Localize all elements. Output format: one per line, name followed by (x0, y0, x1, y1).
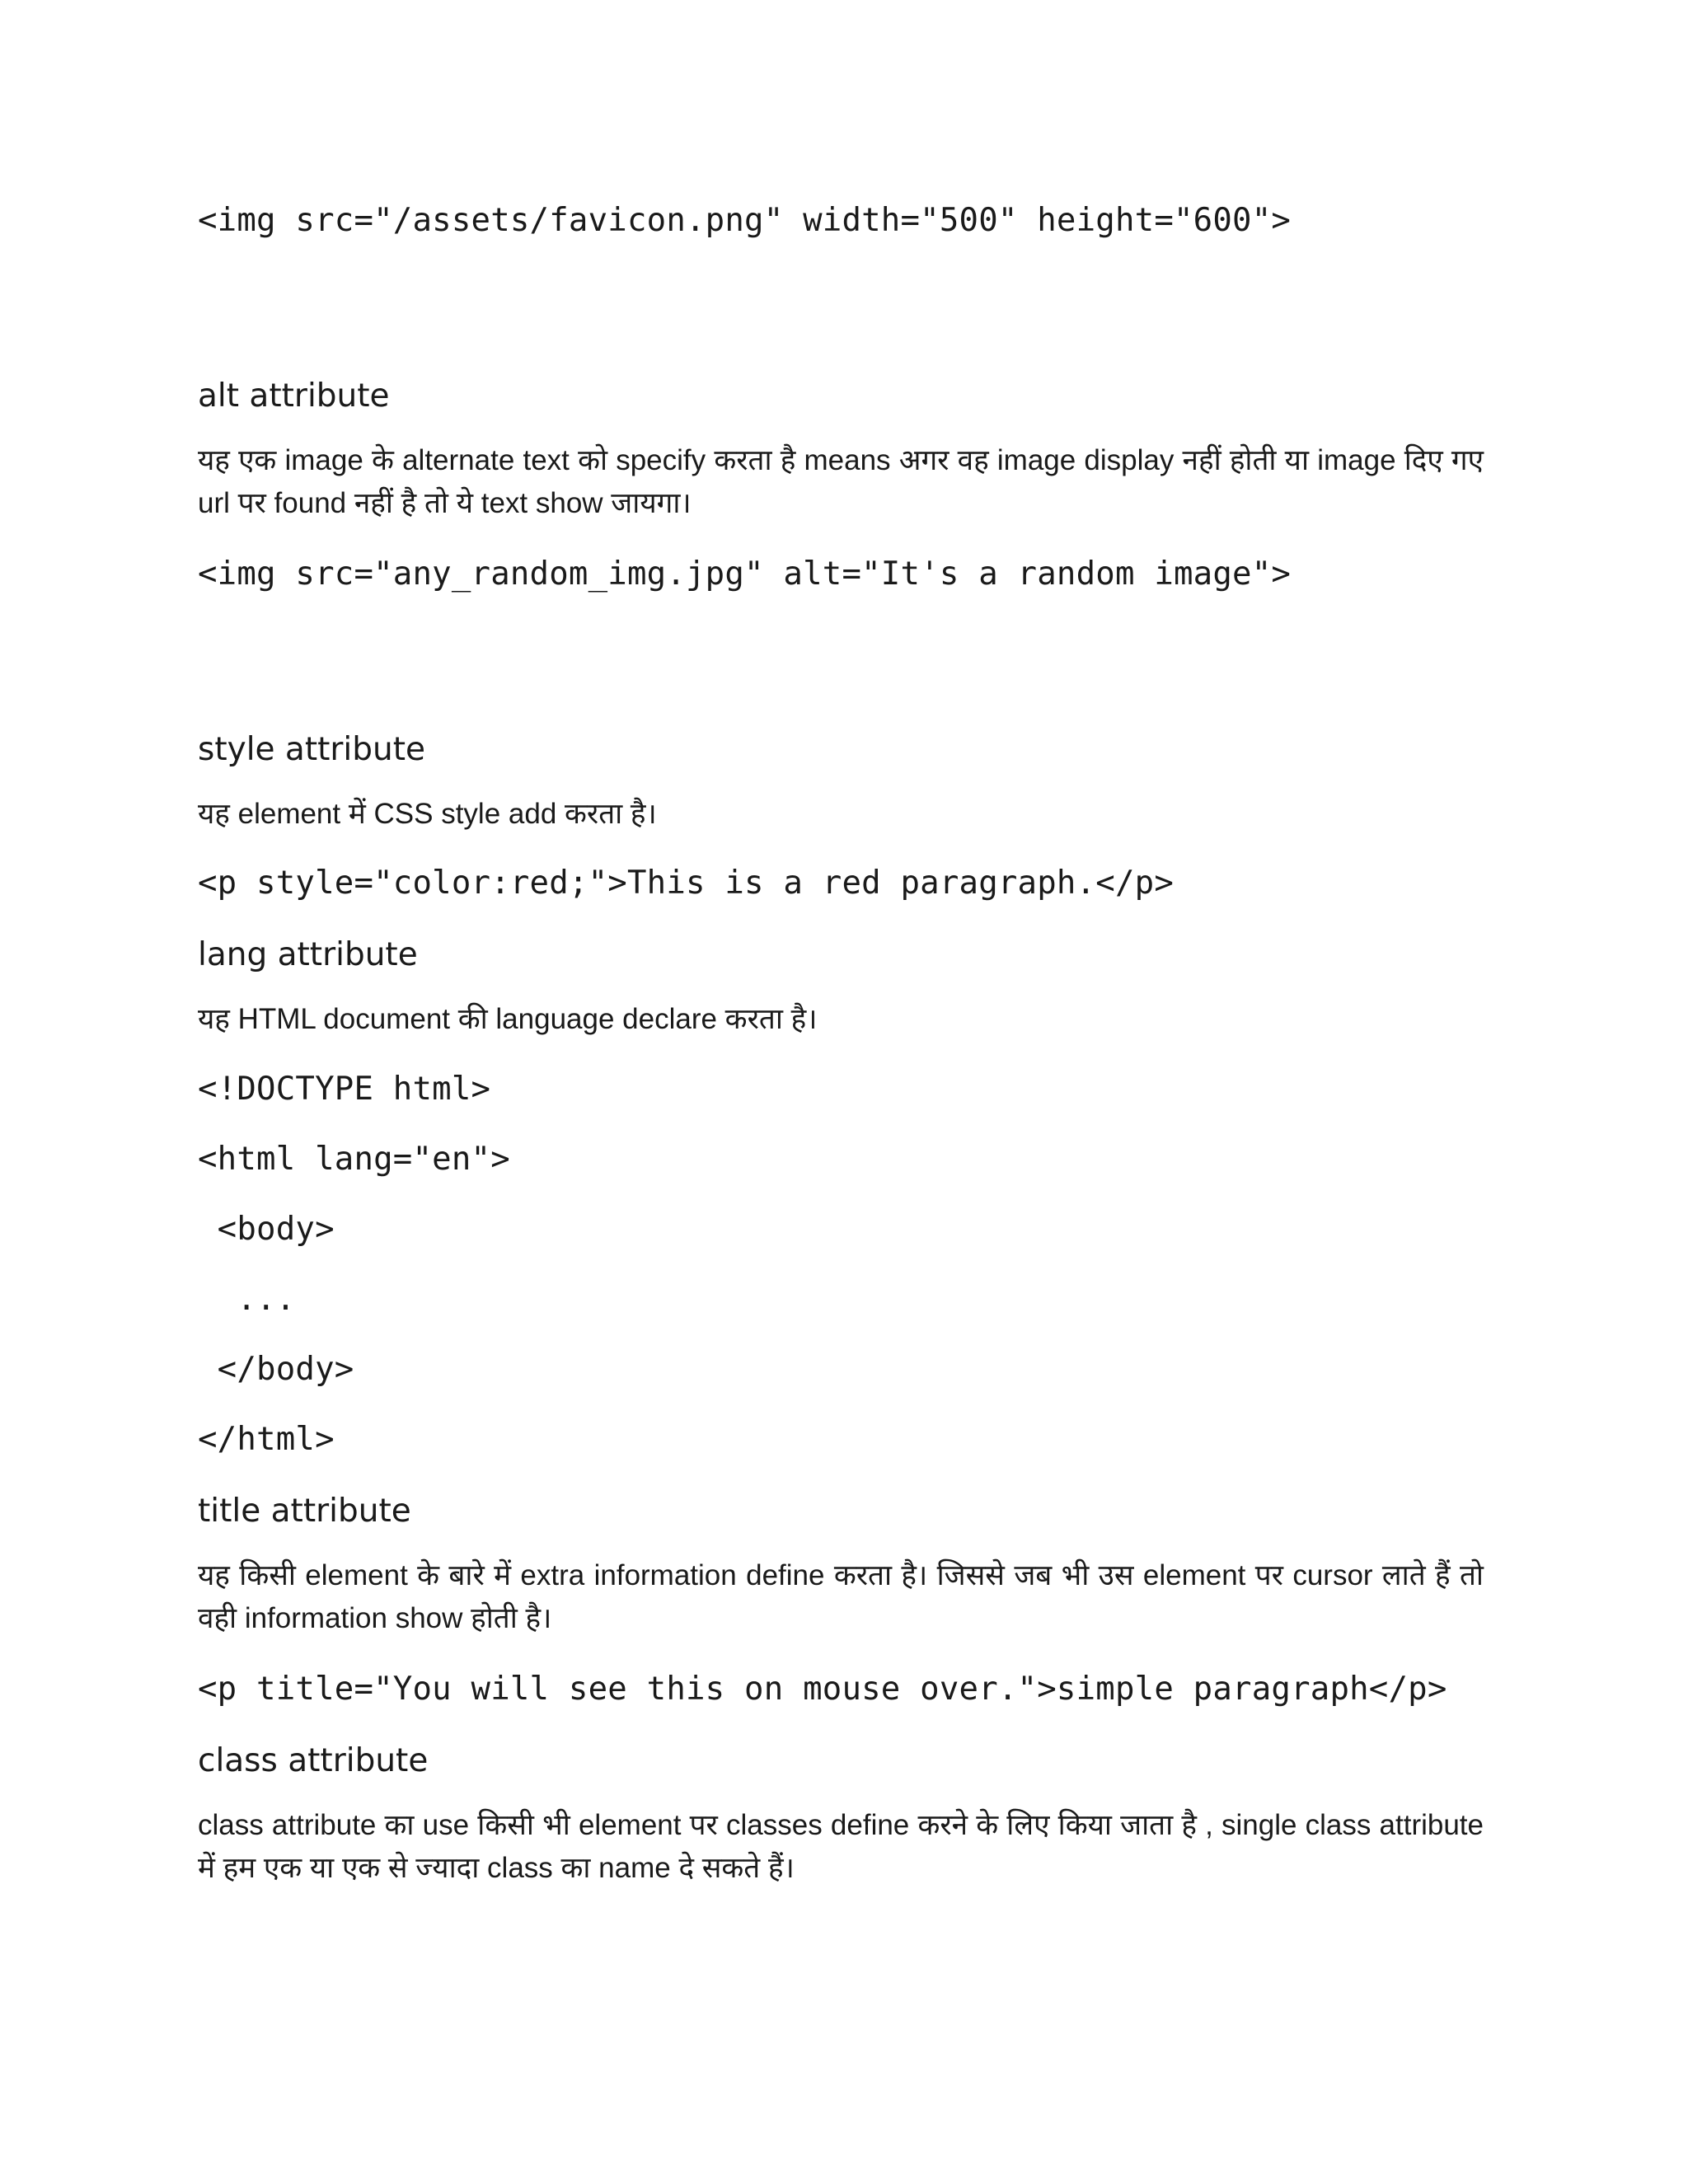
code-style-example: <p style="color:red;">This is a red paragraph.</p> (198, 865, 1174, 902)
heading-style-attribute: style attribute (198, 731, 426, 768)
title-attribute-description: यह किसी element के बारे में extra information define करता है। जिससे जब भी उस element पर cursor लाते हैं तो वही information show होती है। (198, 1559, 1484, 1634)
code-title-example: <p title="You will see this on mouse over.">simple paragraph</p> (198, 1671, 1447, 1708)
code-lang-line: </body> (198, 1351, 354, 1388)
code-lang-line: </html> (198, 1421, 335, 1458)
style-attribute-description: यह element में CSS style add करता है। (198, 798, 657, 830)
code-img-favicon: <img src="/assets/favicon.png" width="500" height="600"> (198, 202, 1292, 239)
heading-class-attribute: class attribute (198, 1742, 429, 1779)
heading-lang-attribute: lang attribute (198, 936, 418, 973)
code-lang-line: ... (198, 1281, 296, 1318)
heading-alt-attribute: alt attribute (198, 377, 390, 415)
alt-attribute-description: यह एक image के alternate text को specify करता है means अगर वह image display नहीं होती या image दिए गए url पर found नहीं है तो ये text show जायगा। (198, 444, 1484, 519)
code-img-alt: <img src="any_random_img.jpg" alt="It's a random image"> (198, 555, 1292, 593)
code-lang-line: <!DOCTYPE html> (198, 1071, 491, 1108)
heading-title-attribute: title attribute (198, 1493, 411, 1530)
class-attribute-description: class attribute का use किसी भी element पर classes define करने के लिए किया जाता है , single class attribute में हम एक या एक से ज्यादा class का name दे सकते हैं। (198, 1809, 1484, 1884)
code-lang-line: <html lang="en"> (198, 1141, 510, 1178)
lang-attribute-description: यह HTML document की language declare करता है। (198, 1003, 818, 1035)
code-lang-line: <body> (198, 1211, 335, 1248)
